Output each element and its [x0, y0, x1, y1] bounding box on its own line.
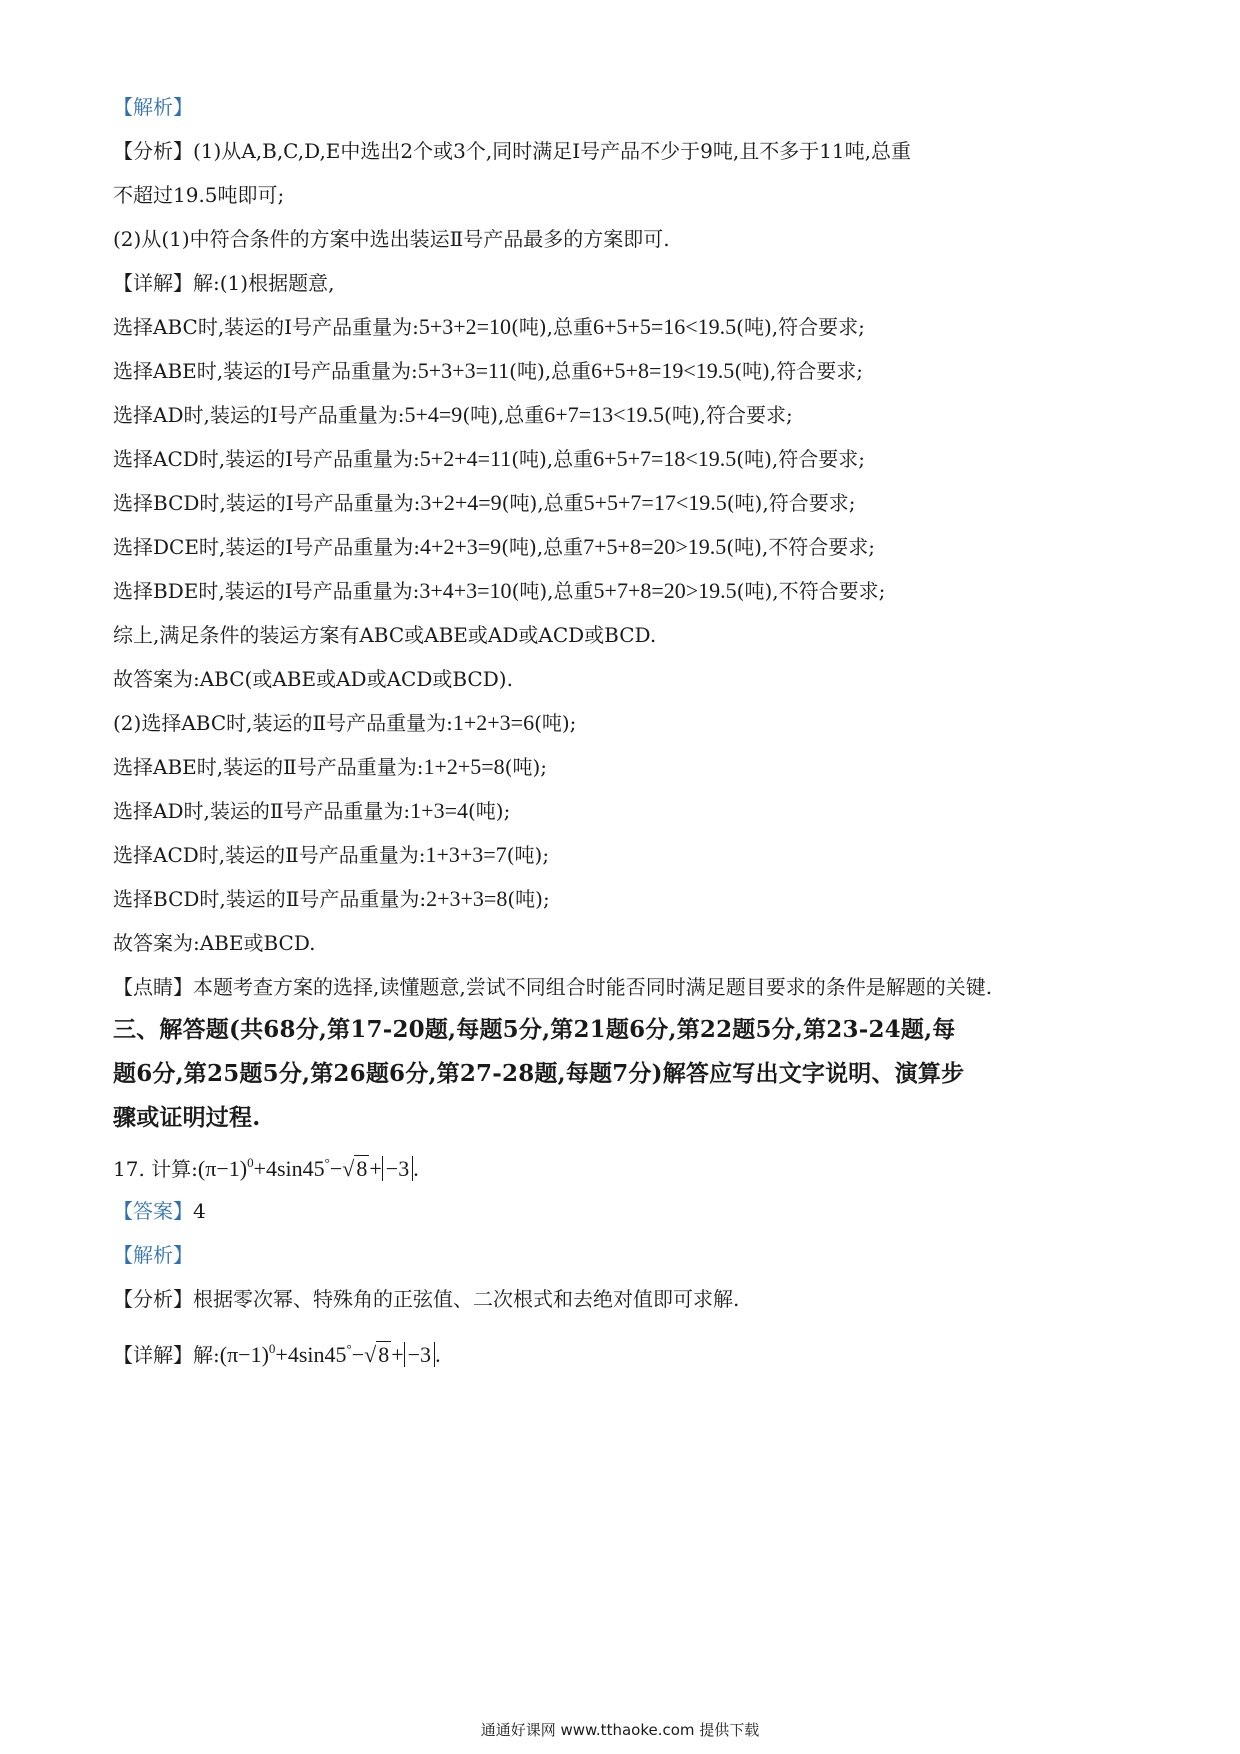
part1-row	[113, 312, 1133, 342]
section3-heading-text: 三、解答题(共68分,第17-20题,每题5分,第21题6分,第22题5分,第23-24题,每	[113, 1016, 956, 1043]
fenxi-line-1	[113, 136, 1133, 166]
row-calc2: 5+5+7=17<19.5	[583, 490, 727, 515]
row-mid: (吨),总重	[511, 447, 594, 471]
row-calc1: 3+4+3=10	[419, 578, 512, 603]
q17-label: 17. 计算:	[113, 1157, 198, 1181]
part2-row	[113, 752, 1133, 782]
row-suffix: (吨);	[468, 799, 511, 823]
row-suffix: (吨),符合要求;	[736, 447, 865, 471]
row-calc: 1+2+5=8	[423, 754, 505, 779]
expr-degree: °	[324, 1155, 330, 1170]
part1-row	[113, 400, 1133, 430]
expr-degree: °	[346, 1341, 352, 1356]
section3-heading-text: 骤或证明过程.	[113, 1104, 261, 1131]
row-suffix: (吨),符合要求;	[664, 403, 793, 427]
section3-heading-line-3	[113, 1100, 1133, 1136]
part2-row	[113, 708, 1133, 738]
row-suffix: (吨),不符合要求;	[736, 579, 886, 603]
section3-heading-text: 题6分,第25题5分,第26题6分,第27-28题,每题7分)解答应写出文字说明、演算步	[113, 1060, 965, 1087]
row-prefix: (2)选择ABC时,装运的Ⅱ号产品重量为:	[113, 711, 453, 735]
row-calc: 2+3+3=8	[426, 886, 508, 911]
answer1-line	[113, 664, 1133, 694]
row-suffix: (吨);	[506, 843, 550, 867]
row-calc2: 6+5+5=16<19.5	[593, 314, 737, 339]
answer-tag: 【答案】	[113, 1199, 193, 1223]
row-prefix: 选择ABC时,装运的I号产品重量为:	[113, 315, 419, 339]
row-suffix: (吨),符合要求;	[734, 359, 863, 383]
fenxi-text-1: (1)从A,B,C,D,E中选出2个或3个,同时满足I号产品不少于9吨,且不多于11吨,总重	[193, 139, 912, 163]
row-prefix: 选择ABE时,装运的I号产品重量为:	[113, 359, 418, 383]
q17-fenxi-line	[113, 1284, 1133, 1314]
fenxi-tag: 【分析】	[113, 139, 193, 163]
row-calc: 1+3+3=7	[425, 842, 507, 867]
q17-answer-line	[113, 1196, 1133, 1226]
answer2-text: 故答案为:ABE或BCD.	[113, 931, 316, 955]
part1-row	[113, 532, 1133, 562]
fenxi-tag: 【分析】	[113, 1287, 193, 1311]
expr-end: .	[435, 1342, 441, 1367]
fenxi-text-3: (2)从(1)中符合条件的方案中选出装运Ⅱ号产品最多的方案即可.	[113, 227, 670, 251]
expr-radicand: 8	[378, 1342, 390, 1367]
jiexi-tag: 【解析】	[113, 95, 193, 119]
expr-end: .	[413, 1156, 419, 1181]
row-mid: (吨),总重	[511, 315, 594, 339]
row-mid: (吨),总重	[509, 359, 592, 383]
part1-row	[113, 444, 1133, 474]
part1-row	[113, 576, 1133, 606]
comment-line	[113, 972, 1133, 1002]
row-calc1: 5+3+2=10	[418, 314, 512, 339]
row-calc2: 6+5+8=19<19.5	[591, 358, 735, 383]
expr-radicand: 8	[356, 1156, 368, 1181]
row-calc1: 5+4=9	[404, 402, 463, 427]
expr-sin: +4sin45	[275, 1342, 347, 1367]
summary-text: 综上,满足条件的装运方案有ABC或ABE或AD或ACD或BCD.	[113, 623, 657, 647]
row-calc2: 5+7+8=20>19.5	[593, 578, 737, 603]
part1-row	[113, 488, 1133, 518]
q17-xiangjie-line	[113, 1334, 1133, 1370]
expr-sin: +4sin45	[253, 1156, 325, 1181]
row-suffix: (吨),不符合要求;	[726, 535, 875, 559]
row-calc2: 6+7=13<19.5	[544, 402, 665, 427]
row-prefix: 选择AD时,装运的I号产品重量为:	[113, 403, 405, 427]
expr-abs: −3	[404, 1342, 435, 1367]
row-calc1: 5+3+3=11	[417, 358, 510, 383]
sqrt-icon: √	[342, 1156, 355, 1181]
row-suffix: (吨);	[504, 755, 548, 779]
jiexi-tag: 【解析】	[113, 1243, 193, 1267]
row-calc: 1+3=4	[410, 798, 468, 823]
answer1-text: 故答案为:ABC(或ABE或AD或ACD或BCD).	[113, 667, 513, 691]
fenxi-line-2	[113, 180, 1133, 210]
expr-abs: −3	[382, 1156, 413, 1181]
q17-line	[113, 1148, 1133, 1184]
row-calc: 1+2+3=6	[452, 710, 535, 735]
row-calc2: 6+5+7=18<19.5	[593, 446, 737, 471]
sqrt-icon: √	[364, 1342, 377, 1367]
row-prefix: 选择BDE时,装运的I号产品重量为:	[113, 579, 420, 603]
row-calc2: 7+5+8=20>19.5	[583, 534, 727, 559]
footer-source: 通通好课网 www.tthaoke.com 提供下载	[480, 1721, 760, 1739]
row-prefix: 选择ACD时,装运的I号产品重量为:	[113, 447, 420, 471]
part2-row	[113, 840, 1133, 870]
expr-plus: +	[391, 1342, 404, 1367]
row-calc1: 5+2+4=11	[419, 446, 512, 471]
row-suffix: (吨),符合要求;	[736, 315, 865, 339]
row-prefix: 选择BCD时,装运的I号产品重量为:	[113, 491, 421, 515]
xiangjie-text: 解:(1)根据题意,	[193, 271, 335, 295]
row-suffix: (吨);	[534, 711, 577, 735]
expr-exponent: 0	[247, 1155, 254, 1170]
row-mid: (吨),总重	[511, 579, 594, 603]
section3-heading-line-1	[113, 1012, 1133, 1048]
row-prefix: 选择ABE时,装运的Ⅱ号产品重量为:	[113, 755, 424, 779]
q17-analysis-line	[113, 1240, 1133, 1270]
answer-value: 4	[193, 1199, 206, 1223]
row-mid: (吨),总重	[501, 535, 584, 559]
xiangjie-tag: 【详解】	[113, 1343, 193, 1367]
expr-exponent: 0	[268, 1341, 276, 1356]
dianjing-text: 本题考查方案的选择,读懂题意,尝试不同组合时能否同时满足题目要求的条件是解题的关键.	[193, 975, 993, 999]
row-mid: (吨),总重	[462, 403, 545, 427]
part2-row	[113, 884, 1133, 914]
expr-base: (π−1)	[197, 1156, 248, 1181]
part2-row	[113, 796, 1133, 826]
analysis-label	[113, 92, 1133, 122]
q17-expression-repeat	[220, 1342, 441, 1367]
dianjing-tag: 【点睛】	[113, 975, 193, 999]
answer2-line	[113, 928, 1133, 958]
xiangjie-text: 解:	[193, 1343, 220, 1367]
summary-line	[113, 620, 1133, 650]
row-suffix: (吨),符合要求;	[726, 491, 856, 515]
row-prefix: 选择AD时,装运的Ⅱ号产品重量为:	[113, 799, 411, 823]
expr-minus: −	[351, 1342, 365, 1367]
row-suffix: (吨);	[507, 887, 550, 911]
expr-base: (π−1)	[219, 1342, 269, 1367]
row-mid: (吨),总重	[501, 491, 584, 515]
xiangjie-line	[113, 268, 1133, 298]
row-calc1: 3+2+4=9	[420, 490, 502, 515]
xiangjie-tag: 【详解】	[113, 271, 193, 295]
fenxi-text: 根据零次幂、特殊角的正弦值、二次根式和去绝对值即可求解.	[193, 1287, 740, 1311]
expr-plus: +	[369, 1156, 382, 1181]
part1-row	[113, 356, 1133, 386]
row-calc1: 4+2+3=9	[419, 534, 502, 559]
fenxi-line-3	[113, 224, 1133, 254]
row-prefix: 选择DCE时,装运的I号产品重量为:	[113, 535, 420, 559]
expr-minus: −	[329, 1156, 343, 1181]
section3-heading-line-2	[113, 1056, 1133, 1092]
fenxi-text-2: 不超过19.5吨即可;	[113, 183, 285, 207]
row-prefix: 选择ACD时,装运的Ⅱ号产品重量为:	[113, 843, 426, 867]
q17-expression	[198, 1156, 419, 1181]
row-prefix: 选择BCD时,装运的Ⅱ号产品重量为:	[113, 887, 427, 911]
